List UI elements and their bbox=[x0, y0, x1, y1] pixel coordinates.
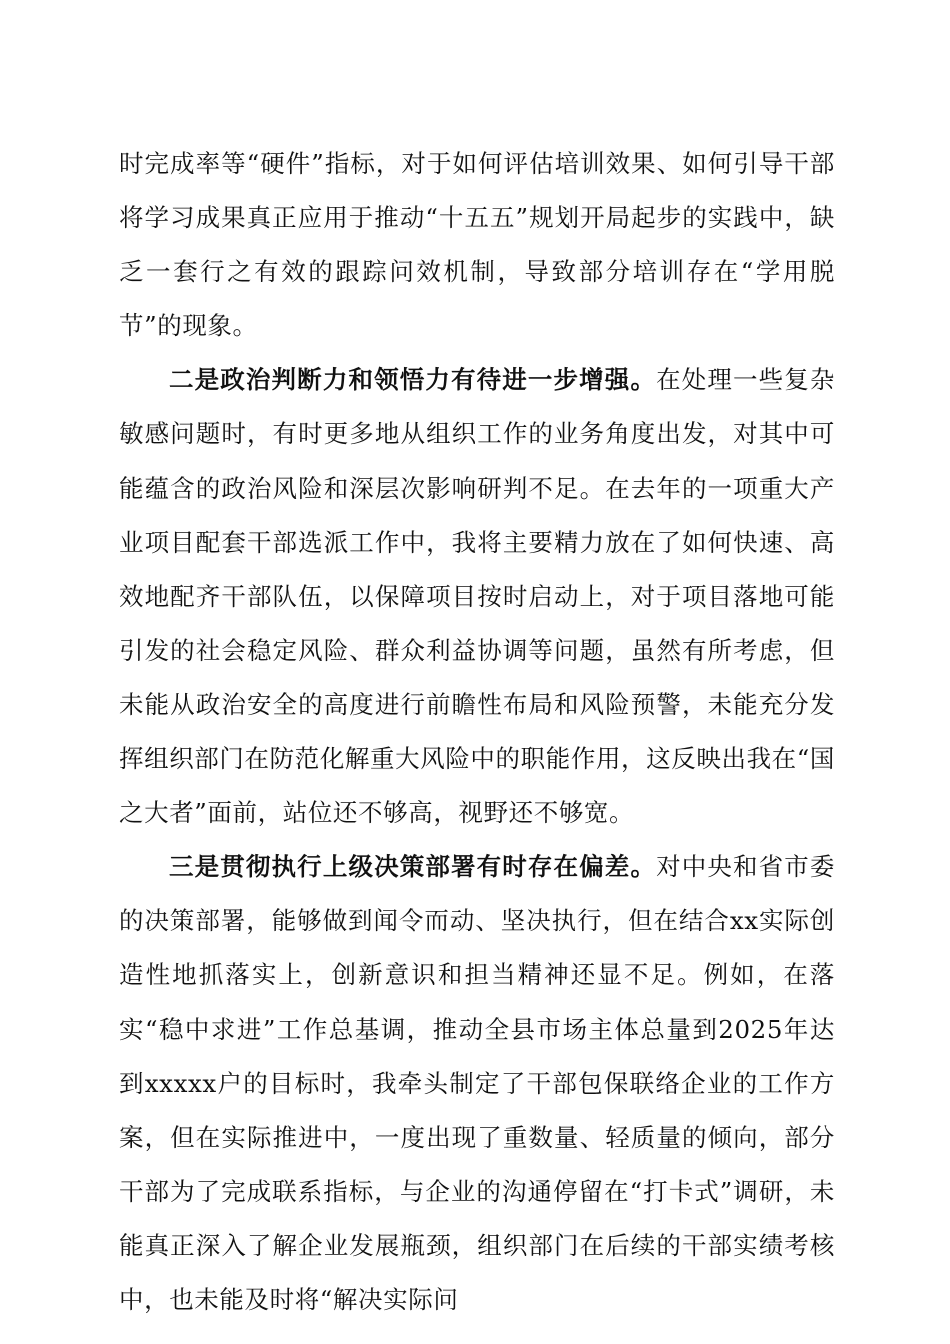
document-body bbox=[119, 137, 835, 1327]
paragraph-continuation bbox=[119, 137, 835, 353]
paragraph-lead: 三是贯彻执行上级决策部署有时存在偏差。 bbox=[169, 852, 657, 882]
paragraph-implementation bbox=[119, 840, 835, 1327]
paragraph-text: 在处理一些复杂敏感问题时，有时更多地从组织工作的业务角度出发，对其中可能蕴含的政治风险和深层次影响研判不足。在去年的一项重大产业项目配套干部选派工作中，我将主要精力放在了如何快速、高效地配齐干部队伍，以保障项目按时启动上，对于项目落地可能引发的社会稳定风险、群众利益协调等问题，虽然有所考虑，但未能从政治安全的高度进行前瞻性布局和风险预警，未能充分发挥组织部门在防范化解重大风险中的职能作用，这反映出我在“国之大者”面前，站位还不够高，视野还不够宽。 bbox=[119, 365, 835, 828]
paragraph-political-judgment bbox=[119, 353, 835, 840]
paragraph-text: 对中央和省市委的决策部署，能够做到闻令而动、坚决执行，但在结合xx实际创造性地抓落实上，创新意识和担当精神还显不足。例如，在落实“稳中求进”工作总基调，推动全县市场主体总量到2025年达到xxxxx户的目标时，我牵头制定了干部包保联络企业的工作方案，但在实际推进中，一度出现了重数量、轻质量的倾向，部分干部为了完成联系指标，与企业的沟通停留在“打卡式”调研，未能真正深入了解企业发展瓶颈，组织部门在后续的干部实绩考核中，也未能及时将“解决实际问 bbox=[119, 852, 835, 1314]
paragraph-lead: 二是政治判断力和领悟力有待进一步增强。 bbox=[169, 365, 657, 395]
paragraph-text: 时完成率等“硬件”指标，对于如何评估培训效果、如何引导干部将学习成果真正应用于推动“十五五”规划开局起步的实践中，缺乏一套行之有效的跟踪问效机制，导致部分培训存在“学用脱节”的现象。 bbox=[119, 149, 835, 341]
